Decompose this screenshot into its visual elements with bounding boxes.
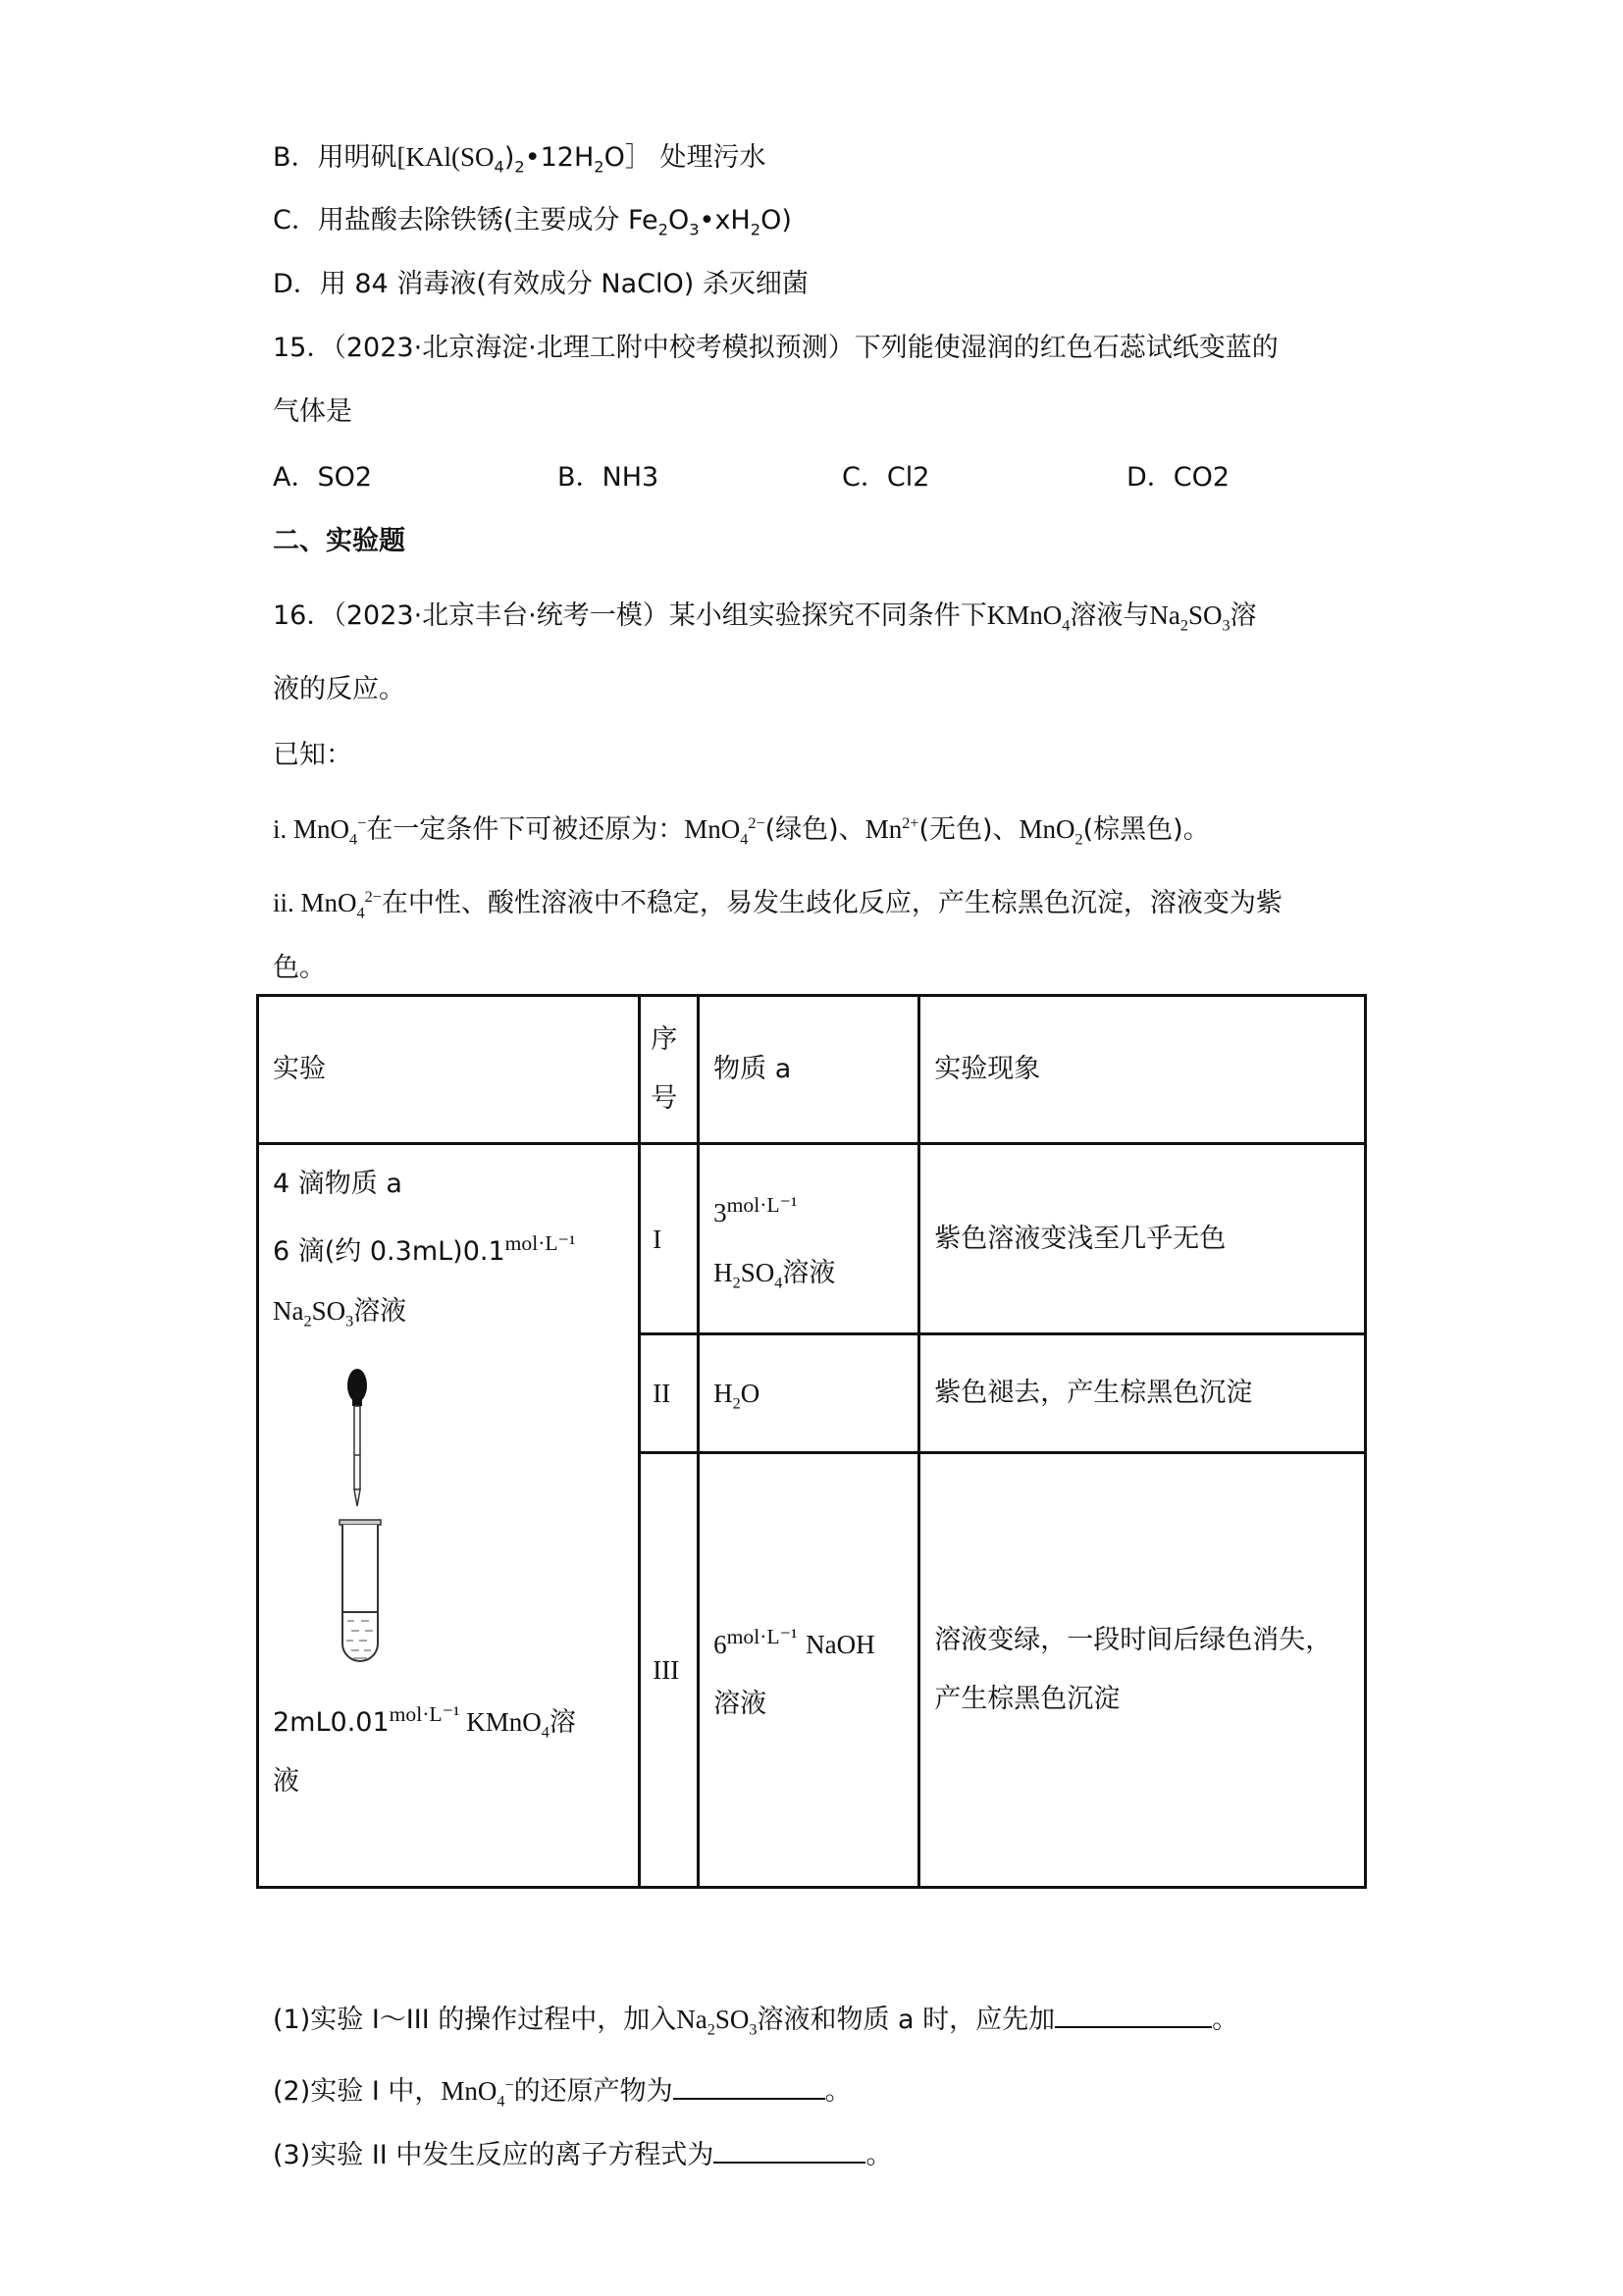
formula: MnO — [684, 814, 741, 844]
substance-line — [713, 1175, 904, 1243]
q15-option-c[interactable] — [842, 460, 929, 496]
subscript: 4 — [349, 830, 358, 849]
header-seq — [640, 996, 699, 1144]
q15-stem-cont — [273, 394, 352, 430]
question-text: (3)实验 II 中发生反应的离子方程式为 — [273, 2140, 714, 2170]
setup-text: 6 滴(约 0.3mL)0.1 — [273, 1236, 505, 1267]
subscript: 3 — [345, 1312, 354, 1331]
formula: MnO — [1019, 814, 1075, 844]
subscript: 4 — [494, 157, 504, 177]
question-text: 。 — [1212, 2005, 1239, 2035]
formula: Na — [273, 1296, 304, 1326]
setup-text: 2mL0.01 — [273, 1707, 390, 1738]
dropper-tube — [354, 1406, 360, 1489]
dropper-collar — [352, 1398, 362, 1406]
formula: Mn — [864, 814, 903, 844]
q14-option-c — [273, 203, 792, 238]
subquestion-1 — [273, 2001, 1238, 2038]
question-text: (1)实验 I～III 的操作过程中，加入 — [273, 2005, 677, 2035]
subscript: 2 — [303, 1312, 312, 1331]
q16-stem-cont: 液的反应。 — [273, 674, 405, 704]
subscript: 2 — [657, 220, 668, 239]
subscript: 4 — [1062, 616, 1071, 635]
known-ii-cont: 色。 — [273, 953, 326, 983]
subscript: 3 — [749, 2020, 758, 2039]
option-text: NH3 — [602, 462, 659, 493]
superscript: − — [504, 2076, 514, 2094]
superscript: 2+ — [902, 814, 919, 832]
text: (棕黑色)。 — [1082, 814, 1210, 845]
subscript: 2 — [514, 157, 525, 177]
question-stem: 气体是 — [273, 396, 352, 427]
option-label: B． — [557, 462, 602, 493]
formula: SO — [714, 2005, 750, 2034]
item-marker: i. — [273, 814, 294, 844]
text: (绿色)、 — [764, 814, 865, 845]
answer-blank[interactable] — [673, 2072, 825, 2100]
q15-option-d[interactable] — [1126, 460, 1230, 496]
unit: mol·L⁻¹ — [726, 1624, 798, 1648]
formula: Na — [1149, 600, 1180, 630]
question-stem: 溶液与 — [1070, 600, 1150, 631]
subscript: 2 — [1074, 830, 1083, 849]
option-text: CO2 — [1173, 462, 1230, 493]
subscript: 3 — [689, 220, 700, 239]
question-number: 16． — [273, 600, 334, 631]
q14-option-d — [273, 267, 809, 302]
substance-cell — [699, 1144, 919, 1334]
seq-cell: III — [640, 1453, 699, 1888]
dropper-and-test-tube-icon — [322, 1361, 400, 1675]
substance-line — [713, 1607, 904, 1675]
answer-blank[interactable] — [713, 2136, 865, 2164]
header-substance: 物质 a — [699, 996, 919, 1144]
setup-line: 4 滴物质 a — [273, 1169, 402, 1199]
subscript: 4 — [740, 830, 749, 849]
substance-line — [713, 1243, 904, 1303]
subscript: 2 — [594, 157, 604, 177]
substance-cell — [699, 1453, 919, 1888]
subscript: 2 — [707, 2020, 715, 2039]
phenomenon-cell: 紫色溶液变浅至几乎无色 — [919, 1144, 1366, 1334]
q15-option-b[interactable] — [557, 460, 658, 496]
setup-line — [273, 1281, 624, 1341]
question-stem: 某小组实验探究不同条件下 — [668, 600, 987, 631]
question-text: 的还原产物为 — [513, 2076, 673, 2107]
concentration: 3 — [713, 1197, 727, 1227]
table-header-row — [258, 996, 1366, 1144]
text: 在中性、酸性溶液中不稳定，易发生歧化反应，产生棕黑色沉淀，溶液变为紫 — [381, 888, 1283, 918]
item-marker: ii. — [273, 888, 301, 917]
setup-line: 液 — [273, 1766, 299, 1797]
phenomenon-cell: 紫色褪去，产生棕黑色沉淀 — [919, 1334, 1366, 1453]
formula: MnO — [441, 2076, 497, 2106]
option-label: D． — [273, 269, 320, 299]
unit: mol·L⁻¹ — [504, 1231, 576, 1255]
formula: H — [713, 1378, 733, 1408]
experiment-setup-cell — [258, 1144, 640, 1888]
experiment-table — [256, 994, 1367, 1889]
concentration: 6 — [713, 1629, 727, 1659]
substance-cell — [699, 1334, 919, 1453]
formula: MnO — [293, 814, 350, 844]
option-text: SO2 — [317, 462, 373, 493]
q16-stem — [273, 598, 1257, 634]
formula: O — [740, 1378, 760, 1408]
question-text: 溶液和物质 a 时，应先加 — [757, 2005, 1056, 2035]
seq-cell: I — [640, 1144, 699, 1334]
question-text: 。 — [824, 2076, 852, 2107]
setup-text: 溶液 — [353, 1296, 407, 1327]
known-ii — [273, 885, 1283, 921]
formula: SO — [1187, 600, 1223, 630]
subscript: 2 — [732, 1273, 741, 1291]
option-text: ) — [503, 142, 515, 173]
option-text: O］ 处理污水 — [603, 142, 766, 173]
setup-line — [273, 1685, 624, 1752]
option-label: B． — [273, 142, 318, 173]
answer-blank[interactable] — [1055, 2001, 1212, 2028]
table-row — [258, 1144, 1366, 1334]
option-text: 用明矾[KAl(SO — [317, 142, 495, 172]
question-source: （2023·北京海淀·北理工附中校考模拟预测） — [333, 333, 855, 363]
q15-options — [273, 460, 1352, 496]
q14-option-b — [273, 139, 765, 176]
option-text: •12H — [524, 142, 595, 173]
question-text: 。 — [865, 2140, 893, 2170]
option-text: O — [667, 205, 690, 235]
formula: KMnO — [459, 1707, 542, 1737]
question-number: 15． — [273, 333, 334, 363]
option-label: C． — [842, 462, 887, 493]
header-phenomenon: 实验现象 — [919, 996, 1366, 1144]
subscript: 2 — [750, 220, 761, 239]
subscript: 4 — [497, 2092, 505, 2111]
phenomenon-line: 溶液变绿，一段时间后绿色消失， — [934, 1625, 1333, 1655]
setup-text: 溶 — [549, 1707, 576, 1738]
substance-line: 溶液 — [713, 1688, 767, 1719]
subquestion-3 — [273, 2136, 892, 2173]
dropper-tip — [354, 1489, 360, 1506]
seq-cell: II — [640, 1334, 699, 1453]
text: (无色)、 — [918, 814, 1020, 845]
question-source: （2023·北京丰台·统考一模） — [333, 600, 669, 631]
question-stem: 溶 — [1230, 600, 1257, 631]
q15-stem — [273, 331, 1279, 366]
option-text: •xH — [699, 205, 751, 235]
section-title: 二、实验题 — [273, 526, 405, 556]
phenomenon-cell — [919, 1453, 1366, 1888]
option-text: O) — [760, 205, 792, 235]
unit: mol·L⁻¹ — [389, 1702, 460, 1726]
formula: MnO — [300, 888, 357, 917]
formula: SO — [740, 1257, 775, 1287]
text: 在一定条件下可被还原为： — [366, 814, 685, 845]
header-seq-line: 序 — [651, 1024, 678, 1055]
option-label: C． — [273, 205, 318, 235]
formula: Na — [676, 2005, 707, 2034]
formula: SO — [311, 1296, 346, 1326]
option-text: Cl2 — [886, 462, 930, 493]
subscript: 3 — [1222, 616, 1230, 635]
subscript: 2 — [732, 1393, 741, 1412]
substance-text: 溶液 — [782, 1257, 836, 1288]
option-label: D． — [1126, 462, 1174, 493]
option-text: 用 84 消毒液(有效成分 NaClO) 杀灭细菌 — [319, 269, 809, 299]
test-tube-rim — [340, 1520, 381, 1525]
question-stem: 下列能使湿润的红色石蕊试纸变蓝的 — [854, 333, 1279, 363]
q15-option-a[interactable] — [273, 460, 372, 496]
known-i — [273, 811, 1210, 848]
formula: KMnO — [986, 600, 1063, 630]
subscript: 2 — [1179, 616, 1188, 635]
unit: mol·L⁻¹ — [726, 1192, 798, 1217]
formula: H — [713, 1257, 733, 1287]
question-text: (2)实验 I 中， — [273, 2076, 442, 2107]
dropper-bulb — [347, 1369, 367, 1402]
formula: NaOH — [806, 1629, 875, 1659]
subscript: 4 — [541, 1723, 550, 1742]
subquestion-2 — [273, 2072, 852, 2110]
superscript: − — [357, 814, 367, 832]
phenomenon-line: 产生棕黑色沉淀 — [934, 1684, 1121, 1714]
superscript: 2− — [364, 888, 382, 906]
setup-line — [273, 1214, 624, 1281]
option-text: 用盐酸去除铁锈(主要成分 Fe — [317, 205, 658, 235]
subscript: 4 — [774, 1273, 783, 1291]
option-label: A． — [273, 462, 318, 493]
header-experiment: 实验 — [258, 996, 640, 1144]
known-label: 已知： — [273, 740, 352, 770]
header-seq-line: 号 — [651, 1083, 678, 1114]
superscript: 2− — [748, 814, 765, 832]
subscript: 4 — [356, 904, 365, 922]
